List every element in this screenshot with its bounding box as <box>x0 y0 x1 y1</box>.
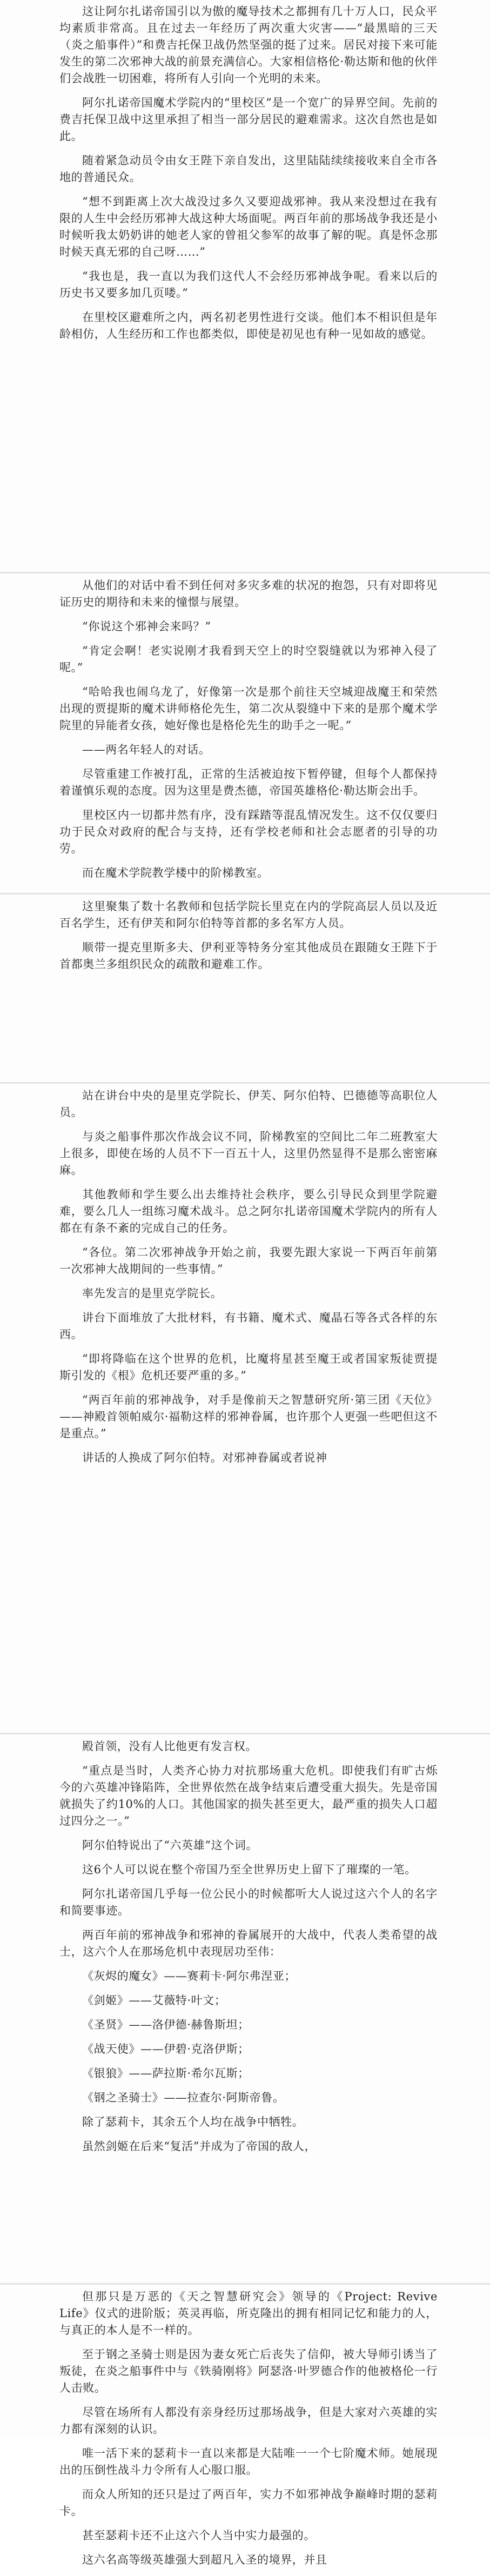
body-paragraph: 而在魔术学院教学楼中的阶梯教室。 <box>82 866 269 879</box>
body-paragraph: 阿尔扎诺帝国魔术学院内的“里校区”是一个宽广的异界空间。先前的费吉托保卫战中这里承担了相当一部分居民的避难需求。这次自然也是如此。 <box>59 96 438 143</box>
strip-divider <box>0 572 490 573</box>
body-paragraph: 但那只是万恶的《天之智慧研究会》领导的《Project: Revive Life》仪式的进阶版；英灵再临，所克隆出的拥有相同记忆和能力的人，与真正的本人是不一样的。 <box>59 2290 438 2337</box>
body-paragraph: 《银狼》——萨拉斯·希尔瓦斯； <box>82 2067 250 2080</box>
body-paragraph: 尽管重建工作被打乱，正常的生活被迫按下暂停键，但每个人都保持着谨慎乐观的态度。因为这里是费杰德，帝国英雄格伦·勒达斯会出手。 <box>59 768 438 797</box>
body-paragraph: “我也是，我一直以为我们这代人不会经历邪神战争呢。看来以后的历史书又要多加几页喽。” <box>59 270 438 299</box>
body-paragraph: 里校区内一切都井然有序，没有踩踏等混乱情况发生。这不仅仅要归功于民众对政府的配合与支持，还有学校老师和社会志愿者的引导的功劳。 <box>59 809 438 855</box>
body-paragraph: “各位。第二次邪神战争开始之前，我要先跟大家说一下两百年前第一次邪神大战期间的一些事情。” <box>59 1246 438 1276</box>
body-paragraph: 这6个人可以说在整个帝国乃至全世界历史上留下了璀璨的一笔。 <box>82 1863 417 1876</box>
strip-divider <box>0 1733 490 1734</box>
text-column <box>59 898 438 980</box>
body-paragraph: 阿尔伯特说出了“六英雄”这个词。 <box>82 1839 258 1852</box>
body-paragraph: 在里校区避难所之内，两名初老男性进行交谈。他们本不相识但是年龄相仿，人生经历和工作也都类似，即使是初见也有种一见如故的感觉。 <box>59 311 438 341</box>
body-paragraph: 率先发言的是里克学院长。 <box>82 1287 223 1300</box>
body-paragraph: 从他们的对话中看不到任何对多灾多难的状况的抱怨，只有对即将见证历史的期待和未来的憧憬与展望。 <box>59 579 438 609</box>
page-strip <box>0 895 490 1082</box>
body-paragraph: 《剑姬》——艾薇特·叶文； <box>82 1994 226 2007</box>
strip-divider <box>0 1082 490 1084</box>
body-paragraph: 随着紧急动员令由女王陛下亲自发出，这里陆陆续续接收来自全市各地的普通民众。 <box>59 154 438 184</box>
body-paragraph: “即将降临在这个世界的危机，比魔将星甚至魔王或者国家叛徒贾提斯引发的《根》危机还要严重的多。” <box>59 1352 438 1382</box>
body-paragraph: 尽管在场所有人都没有亲身经历过那场战争，但是大家对六英雄的实力都有深刻的认识。 <box>59 2406 438 2435</box>
page-strip <box>0 2285 490 2566</box>
body-paragraph: 除了瑟莉卡，其余五个人均在战争中牺牲。 <box>82 2115 304 2128</box>
body-paragraph: “肯定会啊！老实说刚才我看到天空上的时空裂缝就以为邪神入侵了呢。” <box>59 644 438 674</box>
body-paragraph: 其他教师和学生要么出去维持社会秩序，要么引导民众到里学院避难，要么几人一组练习魔术战斗。总之阿尔扎诺帝国魔术学院内的所有人都在有条不紊的完成自己的任务。 <box>59 1188 438 1234</box>
body-paragraph: 《圣贤》——洛伊德·赫鲁斯坦； <box>82 2018 250 2031</box>
body-paragraph: 虽然剑姬在后来“复活”并成为了帝国的敌人， <box>82 2140 317 2153</box>
body-paragraph: “两百年前的邪神战争，对手是像前天之智慧研究所·第三团《天位》——神殿首领帕威尔·福勒这样的邪神眷属，也许那个人更强一些吧但这不是重点。” <box>59 1393 438 1440</box>
page-strip <box>0 0 490 572</box>
body-paragraph: 站在讲台中央的是里克学院长、伊芙、阿尔伯特、巴德德等高职位人员。 <box>59 1089 438 1119</box>
body-paragraph: “你说这个邪神会来吗？” <box>82 620 211 633</box>
body-paragraph: 这六名高等级英雄强大到超凡入圣的境界，并且 <box>82 2553 327 2566</box>
page-strip <box>0 574 490 893</box>
page-strip <box>0 1084 490 1733</box>
text-column <box>59 1087 438 1474</box>
body-paragraph: 唯一活下来的瑟莉卡一直以来都是大陆唯一一个七阶魔术师。她展现出的压倒性战斗力令所有人心服口服。 <box>59 2447 438 2477</box>
body-paragraph: 《灰烬的魔女》——赛莉卡·阿尔弗涅亚； <box>82 1970 297 1983</box>
body-paragraph: 讲台下面堆放了大批材料，有书籍、魔术式、魔晶石等各式各样的东西。 <box>59 1311 438 1341</box>
text-column <box>59 577 438 889</box>
body-paragraph: 讲话的人换成了阿尔伯特。对邪神眷属或者说神 <box>82 1451 327 1464</box>
body-paragraph: “想不到距离上次大战没过多久又要迎战邪神。我从来没想过在我有限的人生中会经历邪神大战这种大场面呢。两百年前的那场战争我还是小时候听我太奶奶讲的她老人家的曾祖父参军的故事了解的呢。真是怀念那时候天真无邪的自己呀……” <box>59 195 438 258</box>
text-column <box>59 1738 438 2163</box>
body-paragraph: 与炎之船事件那次作战会议不同，阶梯教室的空间比二年二班教室大上很多，即使在场的人员不下一百五十人，这里仍然显得不是那么密密麻麻。 <box>59 1130 438 1177</box>
body-paragraph: 《钢之圣骑士》——拉查尔·阿斯帝鲁。 <box>82 2091 285 2104</box>
body-paragraph: 而众人所知的还只是过了两百年，实力不如邪神战争巅峰时期的瑟莉卡。 <box>59 2488 438 2518</box>
body-paragraph: 殿首领，没有人比他更有发言权。 <box>82 1740 257 1753</box>
body-paragraph: ——两名年轻人的对话。 <box>82 743 211 756</box>
body-paragraph: 顺带一提克里斯多夫、伊利亚等特务分室其他成员在跟随女王陛下于首都奥兰多组织民众的疏散和避难工作。 <box>59 941 438 971</box>
text-column <box>59 3 438 350</box>
body-paragraph: 《战天使》——伊碧·克洛伊斯； <box>82 2043 250 2056</box>
strip-divider <box>0 893 490 895</box>
body-paragraph: 这里聚集了数十名教师和包括学院长里克在内的学院高层人员以及近百名学生，还有伊芙和阿尔伯特等首都的多名军方人员。 <box>59 900 438 930</box>
page-strip <box>0 1735 490 2283</box>
body-paragraph: “哈哈我也闹乌龙了，好像第一次是那个前往天空城迎战魔王和荣然出现的贾提斯的魔术讲师格伦先生，第二次从裂缝中下来的是那个魔术学院里的异能者女孩，她好像也是格伦先生的助手之一呢。” <box>59 685 438 732</box>
body-paragraph: “重点是当时，人类齐心协力对抗那场重大危机。即使我们有旷古烁今的六英雄冲锋陷阵，全世界依然在战争结束后遭受重大损失。先是帝国就损失了约10%的人口。其他国家的损失甚至更大，最严重的损失人口超过四分之一。” <box>59 1764 438 1827</box>
text-column <box>59 2288 438 2576</box>
body-paragraph: 阿尔扎诺帝国几乎每一位公民小的时候都听大人说过这六个人的名字和简要事迹。 <box>59 1887 438 1917</box>
body-paragraph: 两百年前的邪神战争和邪神的眷属展开的大战中，代表人类希望的战士，这六个人在那场危机中表现居功至伟： <box>59 1928 438 1958</box>
body-paragraph: 这让阿尔扎诺帝国引以为傲的魔导技术之都拥有几十万人口，民众平均素质非常高。且在过去一年经历了两次重大灾害——“最黑暗的三天（炎之船事件）”和费吉托保卫战仍然坚强的挺了过来。居民对接下来可能发生的第二次邪神大战的前景充满信心。大家相信格伦·勒达斯和他的伙伴们会战胜一切困难，将所有人引向一个光明的未来。 <box>59 5 438 85</box>
body-paragraph: 甚至瑟莉卡还不止这六个人当中实力最强的。 <box>82 2529 316 2542</box>
strip-divider <box>0 2283 490 2285</box>
body-paragraph: 至于钢之圣骑士则是因为妻女死亡后丧失了信仰，被大导师引诱当了叛徒，在炎之船事件中与《铁骑刚将》阿瑟洛·叶罗德合作的他被格伦一行人击败。 <box>59 2348 438 2394</box>
